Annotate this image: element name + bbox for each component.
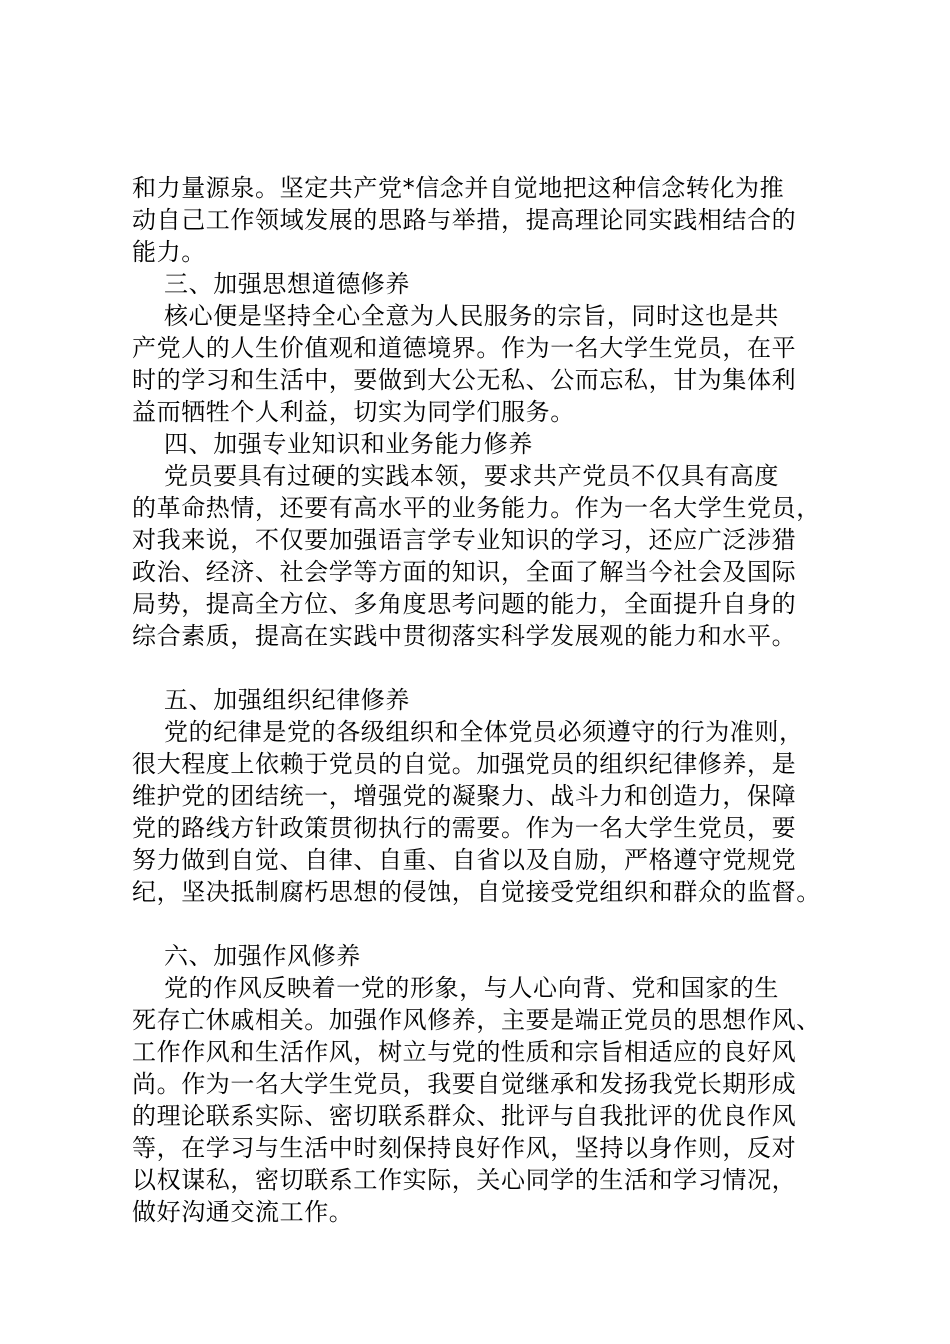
- text-line: 很大程度上依赖于党员的自觉。加强党员的组织纪律修养，是: [132, 750, 797, 778]
- text-line: 维护党的团结统一，增强党的凝聚力、战斗力和创造力，保障: [132, 782, 797, 810]
- section-heading: 三、加强思想道德修养: [164, 270, 410, 298]
- text-line: 综合素质，提高在实践中贯彻落实科学发展观的能力和水平。: [132, 622, 797, 650]
- text-line: 党的路线方针政策贯彻执行的需要。作为一名大学生党员，要: [132, 814, 797, 842]
- text-line: 党员要具有过硬的实践本领，要求共产党员不仅具有高度: [164, 462, 779, 490]
- text-line: 核心便是坚持全心全意为人民服务的宗旨，同时这也是共: [164, 302, 779, 330]
- text-line: 工作作风和生活作风，树立与党的性质和宗旨相适应的良好风: [132, 1038, 797, 1066]
- section-heading: 四、加强专业知识和业务能力修养: [164, 430, 533, 458]
- text-line: 产党人的人生价值观和道德境界。作为一名大学生党员，在平: [132, 334, 797, 362]
- text-line: 对我来说，不仅要加强语言学专业知识的学习，还应广泛涉猎: [132, 526, 797, 554]
- text-line: 做好沟通交流工作。: [132, 1198, 354, 1226]
- text-line: 政治、经济、社会学等方面的知识，全面了解当今社会及国际: [132, 558, 797, 586]
- text-line: 动自己工作领域发展的思路与举措，提高理论同实践相结合的: [132, 206, 797, 234]
- text-line: 能力。: [132, 238, 206, 266]
- text-line: 尚。作为一名大学生党员，我要自觉继承和发扬我党长期形成: [132, 1070, 797, 1098]
- text-line: 的革命热情，还要有高水平的业务能力。作为一名大学生党员，: [132, 494, 821, 522]
- text-line: 局势，提高全方位、多角度思考问题的能力，全面提升自身的: [132, 590, 797, 618]
- text-line: 纪，坚决抵制腐朽思想的侵蚀，自觉接受党组织和群众的监督。: [132, 878, 821, 906]
- text-line: 和力量源泉。坚定共产党*信念并自觉地把这种信念转化为推: [132, 174, 785, 202]
- text-line: 益而牺牲个人利益，切实为同学们服务。: [132, 398, 575, 426]
- section-heading: 六、加强作风修养: [164, 942, 361, 970]
- text-line: 党的作风反映着一党的形象，与人心向背、党和国家的生: [164, 974, 779, 1002]
- text-line: 的理论联系实际、密切联系群众、批评与自我批评的优良作风: [132, 1102, 797, 1130]
- text-line: 死存亡休戚相关。加强作风修养，主要是端正党员的思想作风、: [132, 1006, 821, 1034]
- section-heading: 五、加强组织纪律修养: [164, 686, 410, 714]
- text-line: 努力做到自觉、自律、自重、自省以及自励，严格遵守党规党: [132, 846, 797, 874]
- text-line: 时的学习和生活中，要做到大公无私、公而忘私，甘为集体利: [132, 366, 797, 394]
- text-line: 以权谋私，密切联系工作实际，关心同学的生活和学习情况，: [132, 1166, 797, 1194]
- text-line: 等，在学习与生活中时刻保持良好作风，坚持以身作则，反对: [132, 1134, 797, 1162]
- text-line: 党的纪律是党的各级组织和全体党员必须遵守的行为准则，: [164, 718, 804, 746]
